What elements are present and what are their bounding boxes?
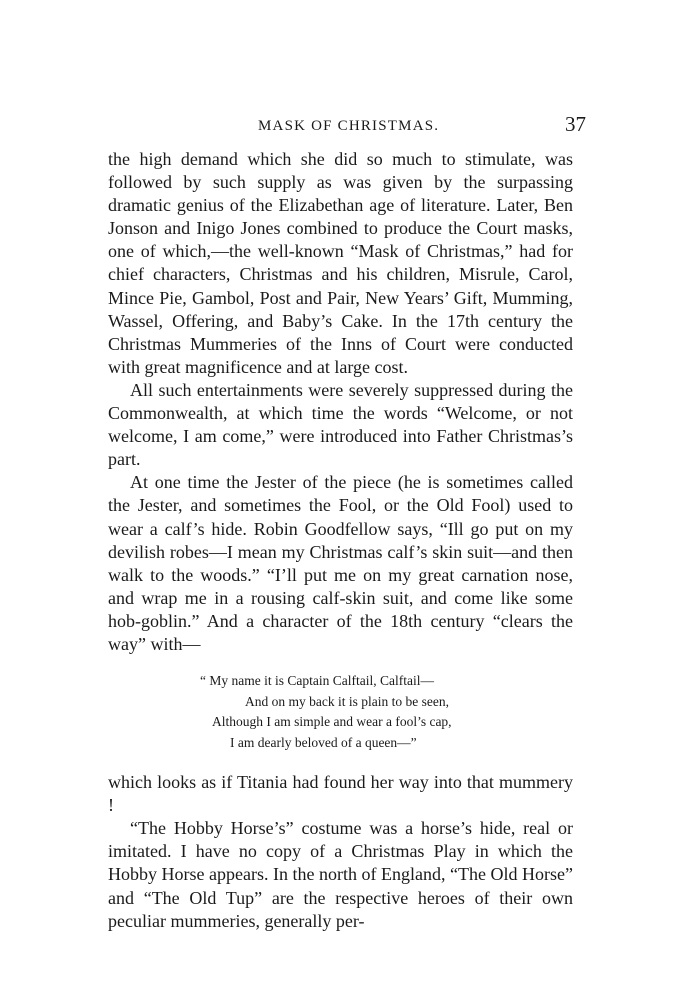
paragraph-hobby-horse: “The Hobby Horse’s” costume was a horse’s hide, real or imitated. I have no copy of a Christmas Play in which the Hobby Horse appears. In the north of England, “The Old Horse” and “The Old Tup” are the respective heroes of their own peculiar mummeries, generally per- [108,818,573,931]
running-head: MASK OF CHRISTMAS. [258,118,440,134]
verse-line: I am dearly beloved of a queen—” [230,734,417,750]
body-text [108,148,573,933]
verse-line: Although I am simple and wear a fool’s cap, [212,714,452,730]
paragraph-continued: the high demand which she did so much to stimulate, was followed by such supply as was given by the surpassing dramatic genius of the Elizabethan age of literature. Later, Ben Jonson and Inigo Jones combined to produce the Court masks, one of which,—the well-known “Mask of Christmas,” had for chief characters, Christmas and his children, Misrule, Carol, Mince Pie, Gambol, Post and Pair, New Years’ Gift, Mumming, Wassel, Offering, and Baby’s Cake. In the 17th century the Christmas Mummeries of the Inns of Court were conducted with great magnificence and at large cost. [108,149,573,377]
page-header [108,112,586,140]
paragraph-titania: which looks as if Titania had found her way into that mummery ! [108,772,573,816]
page-number: 37 [565,112,586,136]
verse-quotation [108,671,573,753]
paragraph-commonwealth: All such entertainments were severely suppressed during the Commonwealth, at which time the words “Welcome, or not welcome, I am come,” were introduced into Father Christmas’s part. [108,379,573,470]
verse-line: And on my back it is plain to be seen, [245,693,449,709]
paragraph-jester: At one time the Jester of the piece (he is sometimes called the Jester, and sometimes the Fool, or the Old Fool) used to wear a calf’s hide. Robin Goodfellow says, “Ill go put on my devilish robes—I mean my Christmas calf’s skin suit—and then walk to the woods.” “I’ll put me on my great carnation nose, and wrap me in a rousing calf-skin suit, and come like some hob-goblin.” And a character of the 18th century “clears the way” with— [108,472,573,654]
verse-line: “ My name it is Captain Calftail, Calftail— [200,673,434,689]
